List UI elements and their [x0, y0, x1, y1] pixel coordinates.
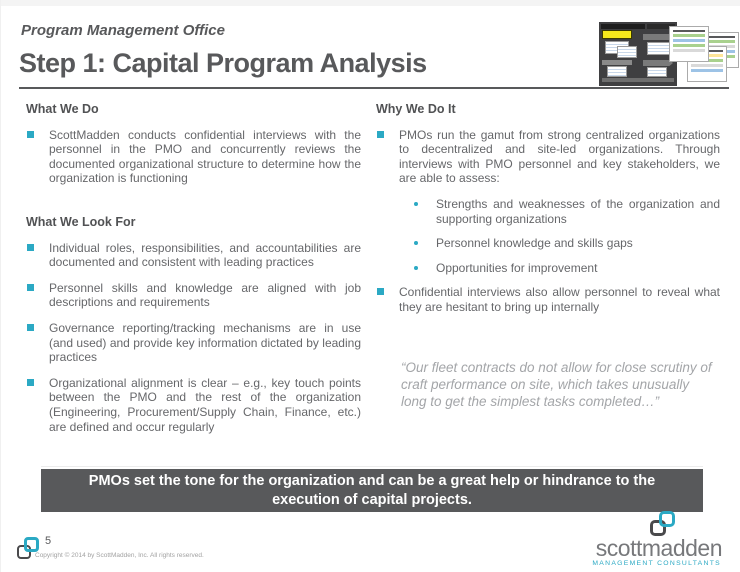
logo-square-teal-icon — [659, 511, 675, 527]
list-item — [26, 241, 361, 270]
list-item — [26, 321, 361, 365]
takeaway-text: PMOs set the tone for the organization and can be a great help or hindrance to the execution of capital projects. — [88, 472, 656, 508]
logo-tagline: MANAGEMENT CONSULTANTS — [592, 560, 721, 567]
page-number: 5 — [45, 535, 52, 547]
logo-square-teal-icon — [24, 537, 39, 552]
bullet-square-icon — [27, 284, 34, 291]
bullet-square-icon — [27, 379, 34, 386]
bullet-square-icon — [27, 324, 34, 331]
bullet-square-icon — [377, 131, 384, 138]
thumbnail-card — [607, 66, 627, 77]
bullet-text: ScottMadden conducts confidential interviews with the personnel in the PMO and concurrently reviews the documented organizational structure to determine how the organization is functioning — [49, 127, 361, 186]
list-item — [376, 128, 720, 186]
bullet-dot-icon — [414, 241, 418, 245]
left-column — [26, 102, 361, 445]
thumbnail-process-panel — [599, 22, 677, 86]
bullet-text: PMOs run the gamut from strong centralized organizations to decentralized and site-led organizations. Through interviews with PMO personnel and key stakeholders, we are able to assess: — [399, 127, 720, 186]
page-title: Step 1: Capital Program Analysis — [19, 48, 427, 78]
list-item — [376, 285, 720, 314]
list-item — [26, 376, 361, 434]
bullet-square-icon — [377, 288, 384, 295]
bullet-text: Confidential interviews also allow personnel to reveal what they are hesitant to bring up internally — [399, 285, 720, 314]
banner-top-rule — [41, 466, 703, 467]
list-item — [26, 128, 361, 186]
thumbnail-bottom-bar — [602, 78, 674, 82]
sub-list-item — [376, 236, 720, 251]
bullet-text: Personnel skills and knowledge are aligned with job descriptions and requirements — [49, 280, 361, 310]
bullet-text: Governance reporting/tracking mechanisms are in use (and used) and provide key information dictated by leading practices — [49, 320, 361, 365]
scottmadden-logo-mark-large — [650, 511, 678, 537]
takeaway-banner — [41, 469, 703, 512]
sub-list-item — [376, 197, 720, 226]
bullet-square-icon — [27, 244, 34, 251]
client-quote: “Our fleet contracts do not allow for close scrutiny of craft performance on site, which takes unusually long to get the simplest tasks completed…” — [401, 359, 712, 409]
sub-bullet-text: Strengths and weaknesses of the organization and supporting organizations — [436, 196, 720, 226]
thumbnail-step1-highlight — [602, 30, 632, 39]
logo-wordmark: scottmadden — [595, 535, 722, 561]
bullet-square-icon — [27, 131, 34, 138]
bullet-text: Organizational alignment is clear – e.g., key touch points between the PMO and the rest of the organization (Engineering, Procurement/Supply Chain, Finance, etc.) are defined and occur regularly — [49, 375, 361, 434]
thumbnail-header-bar — [601, 24, 645, 29]
thumbnail-card — [647, 42, 671, 55]
right-column — [376, 102, 720, 410]
top-band — [1, 0, 740, 6]
bullet-text: Individual roles, responsibilities, and accountabilities are documented and consistent with leading practices — [49, 240, 361, 270]
what-we-do-heading: What We Do — [26, 102, 99, 116]
sub-bullet-text: Opportunities for improvement — [436, 260, 598, 275]
list-item — [26, 281, 361, 310]
copyright-text: Copyright © 2014 by ScottMadden, Inc. All rights reserved. — [35, 552, 204, 559]
bullet-dot-icon — [414, 202, 418, 206]
section-eyebrow: Program Management Office — [21, 22, 225, 39]
sub-bullet-text: Personnel knowledge and skills gaps — [436, 236, 633, 251]
why-we-do-it-heading: Why We Do It — [376, 102, 456, 116]
thumbnail-card — [617, 46, 637, 58]
process-overview-thumbnail — [599, 20, 740, 88]
thumbnail-card — [647, 67, 667, 77]
thumbnail-report-page — [669, 26, 709, 62]
thumbnail-step-bar — [602, 60, 632, 65]
sub-bullet-list — [376, 197, 720, 275]
sub-list-item — [376, 261, 720, 276]
bullet-dot-icon — [414, 266, 418, 270]
what-we-look-for-heading: What We Look For — [26, 214, 136, 229]
